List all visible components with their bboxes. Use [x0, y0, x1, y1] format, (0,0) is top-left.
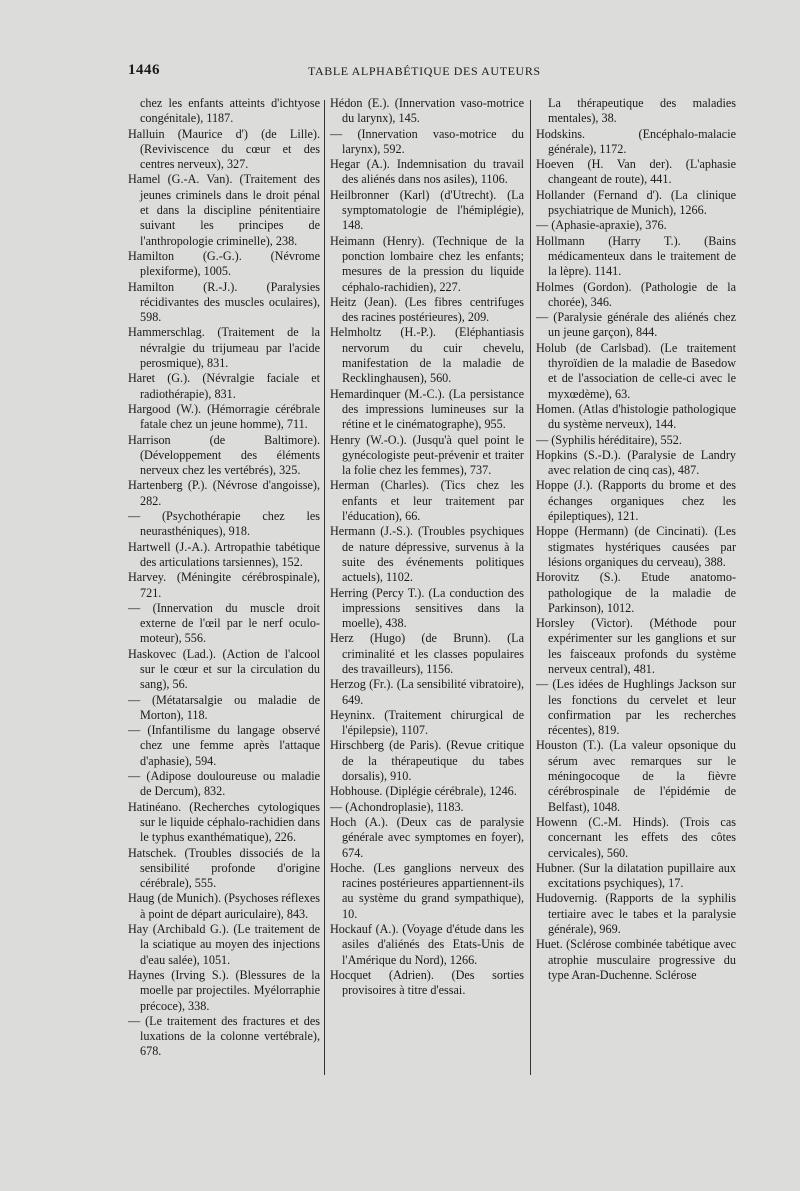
index-entry: Hoche. (Les ganglions nerveux des racines postérieures appartiennent-ils au système du grand sympathique), 10.: [330, 860, 524, 921]
index-entry: Hay (Archibald G.). (Le traitement de la sciatique au moyen des injections d'eau salée), 1051.: [128, 922, 320, 967]
index-entry: Hegar (A.). Indemnisation du travail des aliénés dans nos asiles), 1106.: [330, 157, 524, 187]
index-entry: Hamilton (G.-G.). (Névrome plexiforme), 1005.: [128, 248, 320, 279]
index-entry: Hockauf (A.). (Voyage d'étude dans les asiles d'aliénés des Etats-Unis de l'Amérique du Nord), 1266.: [330, 922, 524, 967]
index-entry: — (Les idées de Hughlings Jackson sur les fonctions du cervelet et leur confirmation par les recherches récentes), 819.: [536, 677, 736, 738]
index-entry: Horsley (Victor). (Méthode pour expérimenter sur les ganglions et sur les faisceaux profonds du système nerveux central), 481.: [536, 616, 736, 676]
index-entry: Herman (Charles). (Tics chez les enfants et leur traitement par l'éducation), 66.: [330, 478, 524, 524]
index-entry: Hoppe (J.). (Rapports du brome et des échanges organiques chez les épileptiques), 121.: [536, 478, 736, 524]
index-entry: Hamel (G.-A. Van). (Traitement des jeunes criminels dans le droit pénal et dans la discipline pénitentiaire suivant les principes de l'anthropologie criminelle), 238.: [128, 172, 320, 248]
index-entry: Howenn (C.-M. Hinds). (Trois cas concernant les effets des côtes cervicales), 560.: [536, 814, 736, 860]
column-rule: [324, 100, 325, 1075]
index-entry: Hocquet (Adrien). (Des sorties provisoires à titre d'essai.: [330, 967, 524, 998]
index-entry: Hammerschlag. (Traitement de la névralgie du trijumeau par l'acide perosmique), 831.: [128, 325, 320, 371]
index-entry: Hartenberg (P.). (Névrose d'angoisse), 282.: [128, 478, 320, 508]
index-entry: Herz (Hugo) (de Brunn). (La criminalité et les classes populaires des travailleurs), 1156.: [330, 631, 524, 676]
index-entry: — (Innervation vaso-motrice du larynx), 592.: [330, 126, 524, 156]
index-entry: — (Le traitement des fractures et des luxations de la colonne vertébrale), 678.: [128, 1013, 320, 1059]
index-entry: — (Syphilis héréditaire), 552.: [536, 432, 682, 447]
running-title: TABLE ALPHABÉTIQUE DES AUTEURS: [308, 64, 541, 78]
index-entry: Herzog (Fr.). (La sensibilité vibratoire), 649.: [330, 677, 524, 707]
index-entry: Heitz (Jean). (Les fibres centrifuges des racines postérieures), 209.: [330, 294, 524, 325]
index-entry: Hirschberg (de Paris). (Revue critique de la thérapeutique du tabes dorsalis), 910.: [330, 738, 524, 784]
index-entry: — (Adipose douloureuse ou maladie de Dercum), 832.: [128, 769, 320, 799]
index-entry: Haret (G.). (Névralgie faciale et radiothérapie), 831.: [128, 371, 320, 401]
index-entry: Houston (T.). (La valeur opsonique du sérum avec remarques sur le méningocoque de la fièvre cérébrospinale de l'épidémie de Belfast), 1048.: [536, 738, 736, 814]
index-entry: Heilbronner (Karl) (d'Utrecht). (La symptomatologie de l'hémiplégie), 148.: [330, 187, 524, 233]
index-entry: Helmholtz (H.-P.). (Eléphantiasis nervorum du cuir chevelu, manifestation de la maladie de Recklinghausen), 560.: [330, 325, 524, 386]
index-entry: Hoppe (Hermann) (de Cincinati). (Les stigmates hystériques causées par lésions organiques du cerveau), 388.: [536, 524, 736, 569]
index-entry: Herring (Percy T.). (La conduction des impressions sensitives dans la moelle), 438.: [330, 585, 524, 631]
index-entry: — (Aphasie-apraxie), 376.: [536, 218, 667, 233]
index-entry: Hoch (A.). (Deux cas de paralysie générale avec symptomes en foyer), 674.: [330, 814, 524, 860]
index-entry: Hoeven (H. Van der). (L'aphasie changeant de route), 441.: [536, 157, 736, 187]
index-entry: chez les enfants atteints d'ichtyose congénitale), 1187.: [140, 96, 320, 126]
index-entry: — (Achondroplasie), 1183.: [330, 799, 464, 814]
index-entry: Hargood (W.). (Hémorragie cérébrale fatale chez un jeune homme), 711.: [128, 401, 320, 432]
index-entry: Hatinéano. (Recherches cytologiques sur le liquide céphalo-rachidien dans le typhus exanthématique), 226.: [128, 799, 320, 845]
column-3: [536, 96, 736, 1076]
index-entry: — (Psychothérapie chez les neurasthéniques), 918.: [128, 509, 320, 539]
index-entry: Halluin (Maurice d') (de Lille). (Reviviscence du cœur et des centres nerveux), 327.: [128, 126, 320, 172]
index-entry: Hemardinquer (M.-C.). (La persistance des impressions lumineuses sur la rétine et le cinématographe), 955.: [330, 386, 524, 432]
index-entry: Hubner. (Sur la dilatation pupillaire aux excitations psychiques), 17.: [536, 860, 736, 891]
index-entry: Holmes (Gordon). (Pathologie de la chorée), 346.: [536, 279, 736, 309]
column-1: [128, 96, 320, 1076]
index-entry: Hobhouse. (Diplégie cérébrale), 1246.: [330, 784, 517, 799]
index-entry: Hopkins (S.-D.). (Paralysie de Landry avec relation de cinq cas), 487.: [536, 447, 736, 478]
index-entry: Harrison (de Baltimore). (Développement des éléments nerveux chez les vertébrés), 325.: [128, 432, 320, 478]
index-entry: Harvey. (Méningite cérébrospinale), 721.: [128, 570, 320, 600]
column-rule: [530, 100, 531, 1075]
index-entry: Hermann (J.-S.). (Troubles psychiques de nature dépressive, survenus à la suite des événements politiques actuels), 1102.: [330, 524, 524, 585]
index-entry: Haynes (Irving S.). (Blessures de la moelle par projectiles. Myélorraphie précoce), 338.: [128, 967, 320, 1013]
index-entry: Haug (de Munich). (Psychoses réflexes à point de départ auriculaire), 843.: [128, 891, 320, 921]
index-entry: Huet. (Sclérose combinée tabétique avec atrophie musculaire progressive du type Aran-Duchenne. Sclérose: [536, 937, 736, 982]
index-entry: Hollander (Fernand d'). (La clinique psychiatrique de Munich), 1266.: [536, 187, 736, 218]
index-entry: Hamilton (R.-J.). (Paralysies récidivantes des muscles oculaires), 598.: [128, 279, 320, 325]
index-entry: — (Infantilisme du langage observé chez une femme après l'attaque d'aphasie), 594.: [128, 723, 320, 768]
column-2: [330, 96, 524, 1076]
index-entry: Hodskins. (Encéphalo-malacie générale), 1172.: [536, 126, 736, 156]
index-entry: — (Innervation du muscle droit externe de l'œil par le nerf oculo-moteur), 556.: [128, 600, 320, 646]
index-entry: La thérapeutique des maladies mentales), 38.: [548, 96, 736, 126]
index-entry: Heimann (Henry). (Technique de la ponction lombaire chez les enfants; mesures de la pression du liquide céphalo-rachidien), 227.: [330, 233, 524, 294]
index-entry: Hatschek. (Troubles dissociés de la sensibilité profonde d'origine cérébrale), 555.: [128, 845, 320, 891]
index-entry: Holub (de Carlsbad). (Le traitement thyroïdien de la maladie de Basedow et de l'association de celle-ci avec le myxœdème), 63.: [536, 340, 736, 401]
index-entry: — (Métatarsalgie ou maladie de Morton), 118.: [128, 692, 320, 722]
index-entry: Homen. (Atlas d'histologie pathologique du système nerveux), 144.: [536, 401, 736, 432]
index-entry: Horovitz (S.). Etude anatomo-pathologique de la maladie de Parkinson), 1012.: [536, 570, 736, 615]
index-entry: Heyninx. (Traitement chirurgical de l'épilepsie), 1107.: [330, 707, 524, 738]
index-entry: Haskovec (Lad.). (Action de l'alcool sur le cœur et sur la circulation du sang), 56.: [128, 646, 320, 692]
index-entry: Hédon (E.). (Innervation vaso-motrice du larynx), 145.: [330, 96, 524, 126]
index-entry: Hudovernig. (Rapports de la syphilis tertiaire avec le tabes et la paralysie générale), 969.: [536, 891, 736, 937]
index-entry: Hartwell (J.-A.). Artropathie tabétique des articulations tarsiennes), 152.: [128, 539, 320, 569]
index-entry: — (Paralysie générale des aliénés chez un jeune garçon), 844.: [536, 310, 736, 340]
index-entry: Hollmann (Harry T.). (Bains médicamenteux dans le traitement de la lèpre). 1141.: [536, 233, 736, 279]
index-columns: [128, 96, 736, 1086]
index-entry: Henry (W.-O.). (Jusqu'à quel point le gynécologiste peut-prévenir et traiter la folie chez les femmes), 737.: [330, 432, 524, 478]
page-number: 1446: [128, 62, 160, 78]
